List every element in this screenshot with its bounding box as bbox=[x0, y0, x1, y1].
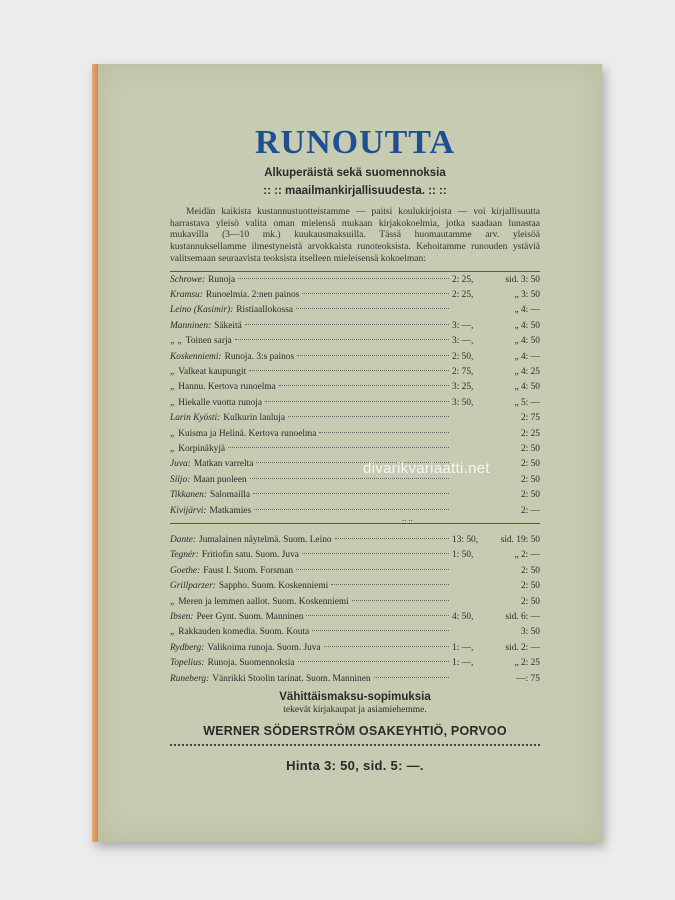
book-row bbox=[170, 273, 540, 288]
book-list-original bbox=[170, 271, 540, 520]
book-row bbox=[170, 548, 540, 563]
leader-dots bbox=[249, 369, 449, 371]
leader-dots bbox=[238, 277, 449, 279]
leader-dots bbox=[250, 477, 449, 479]
cover-content bbox=[170, 124, 540, 773]
book-row bbox=[170, 380, 540, 395]
leader-dots bbox=[302, 292, 449, 294]
book-title: Ristiaallokossa bbox=[236, 305, 294, 316]
leader-dots bbox=[296, 568, 449, 570]
book-row bbox=[170, 625, 540, 640]
book-title: Maan puoleen bbox=[193, 474, 247, 485]
book-title: Rakkauden komedia. Suom. Kouta bbox=[178, 627, 310, 638]
dotted-divider bbox=[170, 744, 540, 746]
book-title: Valkeat kaupungit bbox=[178, 366, 247, 377]
book-author: Grillparzer: bbox=[170, 581, 216, 592]
book-author: „ bbox=[170, 627, 176, 638]
book-title: Peer Gynt. Suom. Manninen bbox=[196, 612, 304, 623]
book-price-bound: „ 4: 25 bbox=[514, 366, 540, 377]
book-title: Matkan varrelta bbox=[193, 459, 254, 470]
book-title: Runoja bbox=[208, 274, 236, 285]
book-title: Matkamies bbox=[209, 505, 252, 516]
book-author: Koskenniemi: bbox=[170, 351, 222, 362]
book-row bbox=[170, 656, 540, 671]
book-price: 2: 50, bbox=[452, 351, 474, 362]
book-author: „ bbox=[170, 366, 176, 377]
book-author: Dante: bbox=[170, 535, 197, 546]
book-price-bound: 2: 50 bbox=[520, 490, 540, 501]
leader-dots bbox=[228, 446, 449, 448]
book-price-bound: 3: 50 bbox=[520, 627, 540, 638]
intro-paragraph: Meidän kaikista kustannustuotteistamme — paitsi koulukirjoista — voi kirjallisuutta harrastava yleisö valita oman mielensä mukaan kirjakokoelmia, jotka saadaan lunastaa mukavilla (3—10 mk.) kuukausmaksuilla. Tässä huomautamme arv. yleisöä kustannuksellamme ilmestyneistä arvokkaista runoteoksista. Kehoitamme runouden ystäviä valitsemaan seuraavista teoksista itselleen mieleisensä kokoelman: bbox=[170, 206, 540, 264]
book-price-bound: „ 4: — bbox=[514, 351, 540, 362]
book-title: Fritiofin satu. Suom. Juva bbox=[201, 550, 299, 561]
book-author: Kivijärvi: bbox=[170, 505, 207, 516]
book-author: Ibsen: bbox=[170, 612, 194, 623]
leader-dots bbox=[324, 645, 449, 647]
leader-dots bbox=[312, 630, 449, 632]
book-price: 3: 25, bbox=[452, 382, 474, 393]
book-price-bound: „ 2: — bbox=[514, 550, 540, 561]
book-row bbox=[170, 610, 540, 625]
book-title: Sappho. Suom. Koskenniemi bbox=[218, 581, 329, 592]
book-price-bound: 2: 25 bbox=[520, 428, 540, 439]
book-title: Kulkurin lauluja bbox=[223, 413, 285, 424]
book-price: 2: 25, bbox=[452, 289, 474, 300]
book-row bbox=[170, 579, 540, 594]
book-price-bound: „ 2: 25 bbox=[514, 658, 540, 669]
cover-title: RUNOUTTA bbox=[254, 124, 456, 161]
book-row bbox=[170, 365, 540, 380]
book-row bbox=[170, 488, 540, 503]
book-price-bound: sid. 2: — bbox=[505, 642, 540, 653]
book-title: Hannu. Kertova runoelma bbox=[178, 382, 276, 393]
book-row bbox=[170, 641, 540, 656]
book-price: 13: 50, bbox=[452, 535, 479, 546]
leader-dots bbox=[245, 323, 449, 325]
installment-note: tekevät kirjakaupat ja asiamiehemme. bbox=[283, 705, 427, 716]
book-author: Siljo: bbox=[170, 474, 191, 485]
book-author: „ „ bbox=[170, 336, 183, 347]
book-row bbox=[170, 303, 540, 318]
book-price-bound: „ 5: — bbox=[514, 397, 540, 408]
book-author: Kramsu: bbox=[170, 289, 203, 300]
book-author: „ bbox=[170, 397, 176, 408]
book-price-bound: 2: 50 bbox=[520, 443, 540, 454]
leader-dots bbox=[335, 537, 449, 539]
book-price-bound: 2: 50 bbox=[520, 565, 540, 576]
book-author: Juva: bbox=[170, 459, 191, 470]
book-price: 3: —, bbox=[452, 320, 474, 331]
list-separator: :: :: bbox=[170, 523, 540, 530]
book-price-bound: 2: 50 bbox=[520, 474, 540, 485]
leader-dots bbox=[319, 431, 449, 433]
book-price-bound: 2: 50 bbox=[520, 581, 540, 592]
book-author: Leino (Kasimir): bbox=[170, 305, 234, 316]
leader-dots bbox=[296, 307, 449, 309]
book-price-bound: 2: 50 bbox=[520, 596, 540, 607]
book-price: 1: —, bbox=[452, 642, 474, 653]
book-author: „ bbox=[170, 382, 176, 393]
book-price: 2: 75, bbox=[452, 366, 474, 377]
leader-dots bbox=[297, 354, 449, 356]
leader-dots bbox=[265, 400, 449, 402]
book-row bbox=[170, 334, 540, 349]
book-price-bound: 2: — bbox=[520, 505, 540, 516]
book-title: Korpinäkyjä bbox=[178, 443, 226, 454]
book-price-bound: „ 3: 50 bbox=[514, 289, 540, 300]
book-title: Toinen sarja bbox=[185, 336, 232, 347]
book-price-bound: „ 4: — bbox=[514, 305, 540, 316]
book-row bbox=[170, 595, 540, 610]
book-title: Salomailla bbox=[209, 490, 251, 501]
book-price: 1: —, bbox=[452, 658, 474, 669]
book-back-cover bbox=[92, 64, 602, 842]
book-price: 3: 50, bbox=[452, 397, 474, 408]
book-author: „ bbox=[170, 596, 176, 607]
book-title: Faust I. Suom. Forsman bbox=[203, 565, 294, 576]
book-title: Meren ja lemmen aallot. Suom. Koskenniemi bbox=[178, 596, 349, 607]
book-price-bound: sid. 3: 50 bbox=[505, 274, 540, 285]
leader-dots bbox=[331, 583, 449, 585]
book-title: Kuisma ja Helinä. Kertova runoelma bbox=[178, 428, 317, 439]
book-title: Valikoima runoja. Suom. Juva bbox=[207, 642, 321, 653]
book-title: Vänrikki Stoolin tarinat. Suom. Manninen bbox=[212, 673, 371, 684]
book-author: Tegnér: bbox=[170, 550, 199, 561]
book-price-bound: 2: 50 bbox=[520, 459, 540, 470]
book-row bbox=[170, 564, 540, 579]
book-row bbox=[170, 319, 540, 334]
book-list-translations bbox=[170, 533, 540, 687]
book-author: Larin Kyösti: bbox=[170, 413, 221, 424]
book-row bbox=[170, 288, 540, 303]
subtitle-line-1: Alkuperäistä sekä suomennoksia bbox=[264, 167, 446, 179]
book-title: Runoelmia. 2:nen painos bbox=[205, 289, 300, 300]
leader-dots bbox=[306, 614, 449, 616]
book-title: Runoja. Suomennoksia bbox=[207, 658, 295, 669]
leader-dots bbox=[352, 599, 449, 601]
cover-edge bbox=[92, 64, 98, 842]
installment-offer: Vähittäismaksu-sopimuksia bbox=[279, 691, 431, 704]
book-price: 2: 25, bbox=[452, 274, 474, 285]
book-title: Hiekalle vuotta runoja bbox=[178, 397, 263, 408]
book-row bbox=[170, 411, 540, 426]
book-author: Goethe: bbox=[170, 565, 201, 576]
book-row bbox=[170, 396, 540, 411]
book-price-bound: —: 75 bbox=[516, 673, 540, 684]
cover-price: Hinta 3: 50, sid. 5: —. bbox=[286, 758, 424, 774]
publisher-name: WERNER SÖDERSTRÖM OSAKEYHTIÖ, PORVOO bbox=[203, 724, 507, 739]
leader-dots bbox=[279, 384, 449, 386]
leader-dots bbox=[253, 492, 449, 494]
book-author: „ bbox=[170, 428, 176, 439]
book-row bbox=[170, 504, 540, 519]
book-author: Runeberg: bbox=[170, 673, 210, 684]
book-price-bound: sid. 6: — bbox=[505, 612, 540, 623]
leader-dots bbox=[298, 660, 449, 662]
book-price: 1: 50, bbox=[452, 550, 474, 561]
book-price: 4: 50, bbox=[452, 612, 474, 623]
book-row bbox=[170, 350, 540, 365]
book-row bbox=[170, 533, 540, 548]
book-row bbox=[170, 442, 540, 457]
subtitle-line-2: :: :: maailmankirjallisuudesta. :: :: bbox=[263, 185, 447, 197]
book-title: Jumalainen näytelmä. Suom. Leino bbox=[199, 535, 332, 546]
book-row bbox=[170, 672, 540, 687]
book-price-bound: 2: 75 bbox=[520, 413, 540, 424]
book-title: Runoja. 3:s painos bbox=[224, 351, 295, 362]
leader-dots bbox=[302, 552, 449, 554]
book-price-bound: „ 4: 50 bbox=[514, 382, 540, 393]
book-author: Manninen: bbox=[170, 320, 212, 331]
book-author: Tikkanen: bbox=[170, 490, 207, 501]
leader-dots bbox=[288, 415, 449, 417]
leader-dots bbox=[235, 338, 449, 340]
book-price-bound: „ 4: 50 bbox=[514, 320, 540, 331]
book-author: „ bbox=[170, 443, 176, 454]
book-price-bound: sid. 19: 50 bbox=[500, 535, 540, 546]
book-title: Säkeitä bbox=[214, 320, 242, 331]
leader-dots bbox=[374, 676, 449, 678]
book-author: Topelius: bbox=[170, 658, 205, 669]
book-row bbox=[170, 427, 540, 442]
book-price: 3: —, bbox=[452, 336, 474, 347]
leader-dots bbox=[254, 508, 449, 510]
watermark: divarikvariaatti.net bbox=[363, 460, 490, 477]
book-author: Schrowe: bbox=[170, 274, 206, 285]
book-price-bound: „ 4: 50 bbox=[514, 336, 540, 347]
book-author: Rydberg: bbox=[170, 642, 205, 653]
